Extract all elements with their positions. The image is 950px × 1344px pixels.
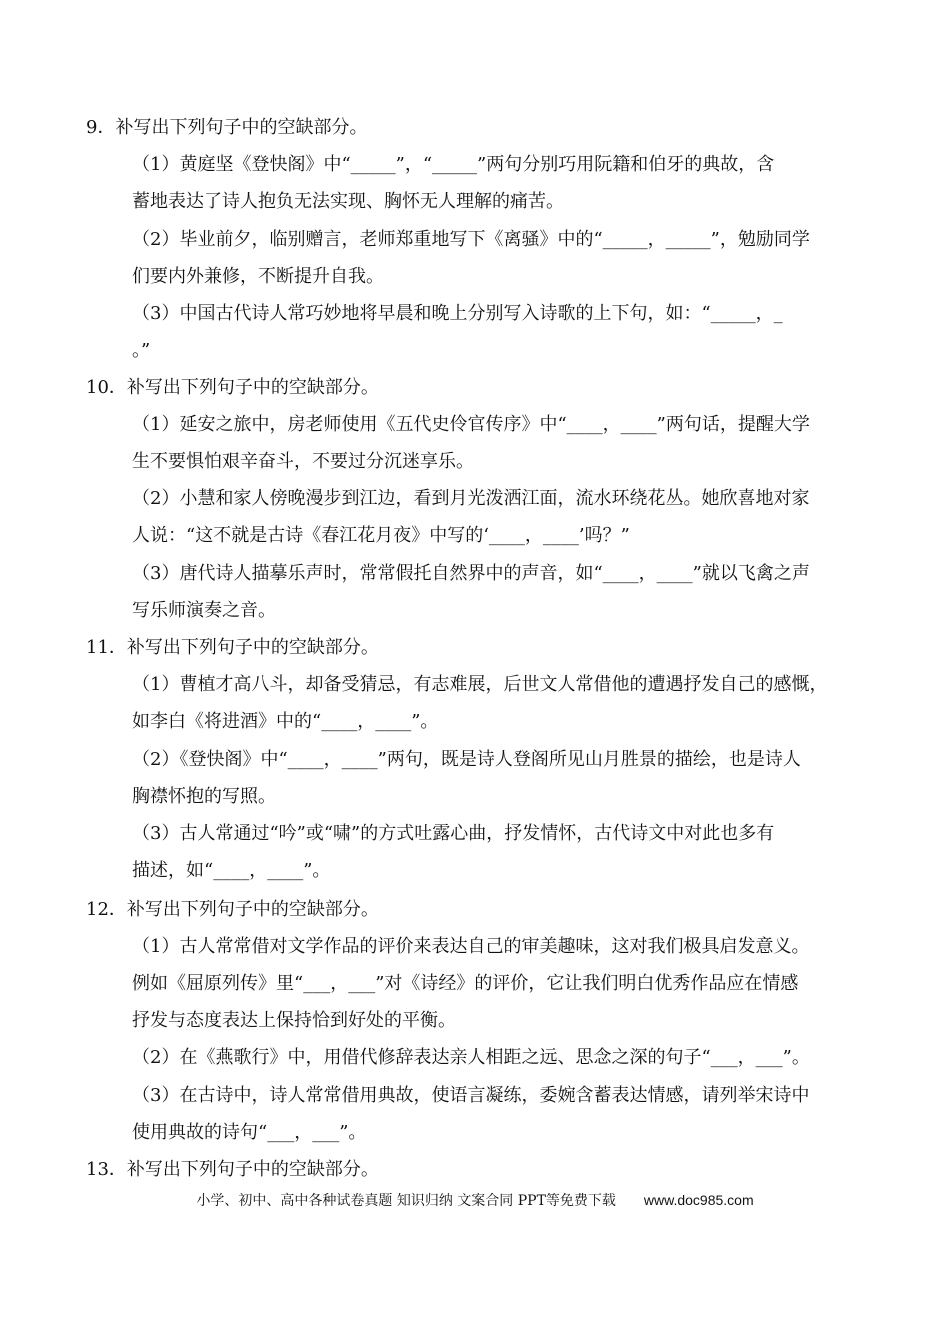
question-12-item-3: （3）在古诗中，诗人常常借用典故，使语言凝练，委婉含蓄表达情感，请列举宋诗中 [132, 1085, 810, 1106]
question-11-item-1: （1）曹植才高八斗，却备受猜忌，有志难展，后世文人常借他的遭遇抒发自己的感慨， [132, 674, 828, 695]
question-10-item-2: （2）小慧和家人傍晚漫步到江边，看到月光泼洒江面，流水环绕花丛。她欣喜地对家 [132, 488, 810, 509]
question-11-item-3-cont: 描述，如“____，____”。 [132, 860, 331, 881]
question-10-item-1: （1）延安之旅中，房老师使用《五代史伶官传序》中“____，____”两句话，提醒大学 [132, 414, 810, 435]
question-12-item-1-cont-2: 抒发与态度表达上保持恰到好处的平衡。 [132, 1010, 456, 1031]
question-11-item-3: （3）古人常通过“吟”或“啸”的方式吐露心曲，抒发情怀，古代诗文中对此也多有 [132, 823, 775, 844]
question-11-item-2-cont: 胸襟怀抱的写照。 [132, 786, 276, 807]
question-11-item-1-cont: 如李白《将进酒》中的“____，____”。 [132, 711, 439, 732]
question-9-item-1: （1）黄庭坚《登快阁》中“_____”，“_____”两句分别巧用阮籍和伯牙的典故，含 [132, 154, 775, 175]
footer-text: 小学、初中、高中各种试卷真题 知识归纳 文案合同 PPT等免费下载 [196, 1193, 616, 1209]
page-footer [0, 1190, 950, 1211]
question-10-item-3: （3）唐代诗人描摹乐声时，常常假托自然界中的声音，如“____，____”就以飞禽之声 [132, 563, 810, 584]
question-12-item-1-cont: 例如《屈原列传》里“___，___”对《诗经》的评价，它让我们明白优秀作品应在情感 [132, 973, 799, 994]
question-9-item-2-cont: 们要内外兼修，不断提升自我。 [132, 266, 384, 287]
question-10-heading: 10．补写出下列句子中的空缺部分。 [86, 377, 379, 398]
footer-site-link[interactable]: www.doc985.com [643, 1192, 754, 1208]
question-9-item-1-cont: 蓄地表达了诗人抱负无法实现、胸怀无人理解的痛苦。 [132, 191, 564, 212]
question-13-heading: 13．补写出下列句子中的空缺部分。 [86, 1159, 379, 1180]
question-12-item-2: （2）在《燕歌行》中，用借代修辞表达亲人相距之远、思念之深的句子“___，___”。 [132, 1047, 810, 1068]
question-12-item-1: （1）古人常常借对文学作品的评价来表达自己的审美趣味，这对我们极具启发意义。 [132, 936, 810, 957]
question-9-item-2: （2）毕业前夕，临别赠言，老师郑重地写下《离骚》中的“_____，_____”，勉励同学 [132, 229, 810, 250]
question-11-heading: 11．补写出下列句子中的空缺部分。 [86, 637, 379, 658]
question-10-item-2-cont: 人说：“这不就是古诗《春江花月夜》中写的‘____，____’吗？” [132, 525, 630, 546]
question-9-item-3: （3）中国古代诗人常巧妙地将早晨和晚上分别写入诗歌的上下句，如：“_____，_ [132, 303, 783, 324]
question-10-item-3-cont: 写乐师演奏之音。 [132, 600, 276, 621]
question-12-item-3-cont: 使用典故的诗句“___，___”。 [132, 1122, 367, 1143]
question-10-item-1-cont: 生不要惧怕艰辛奋斗，不要过分沉迷享乐。 [132, 451, 474, 472]
question-9-item-3-cont: 。” [132, 340, 151, 361]
question-12-heading: 12．补写出下列句子中的空缺部分。 [86, 899, 379, 920]
question-9-heading: 9．补写出下列句子中的空缺部分。 [86, 117, 368, 138]
question-11-item-2: （2）《登快阁》中“____，____”两句，既是诗人登阁所见山月胜景的描绘，也是诗人 [132, 749, 801, 770]
